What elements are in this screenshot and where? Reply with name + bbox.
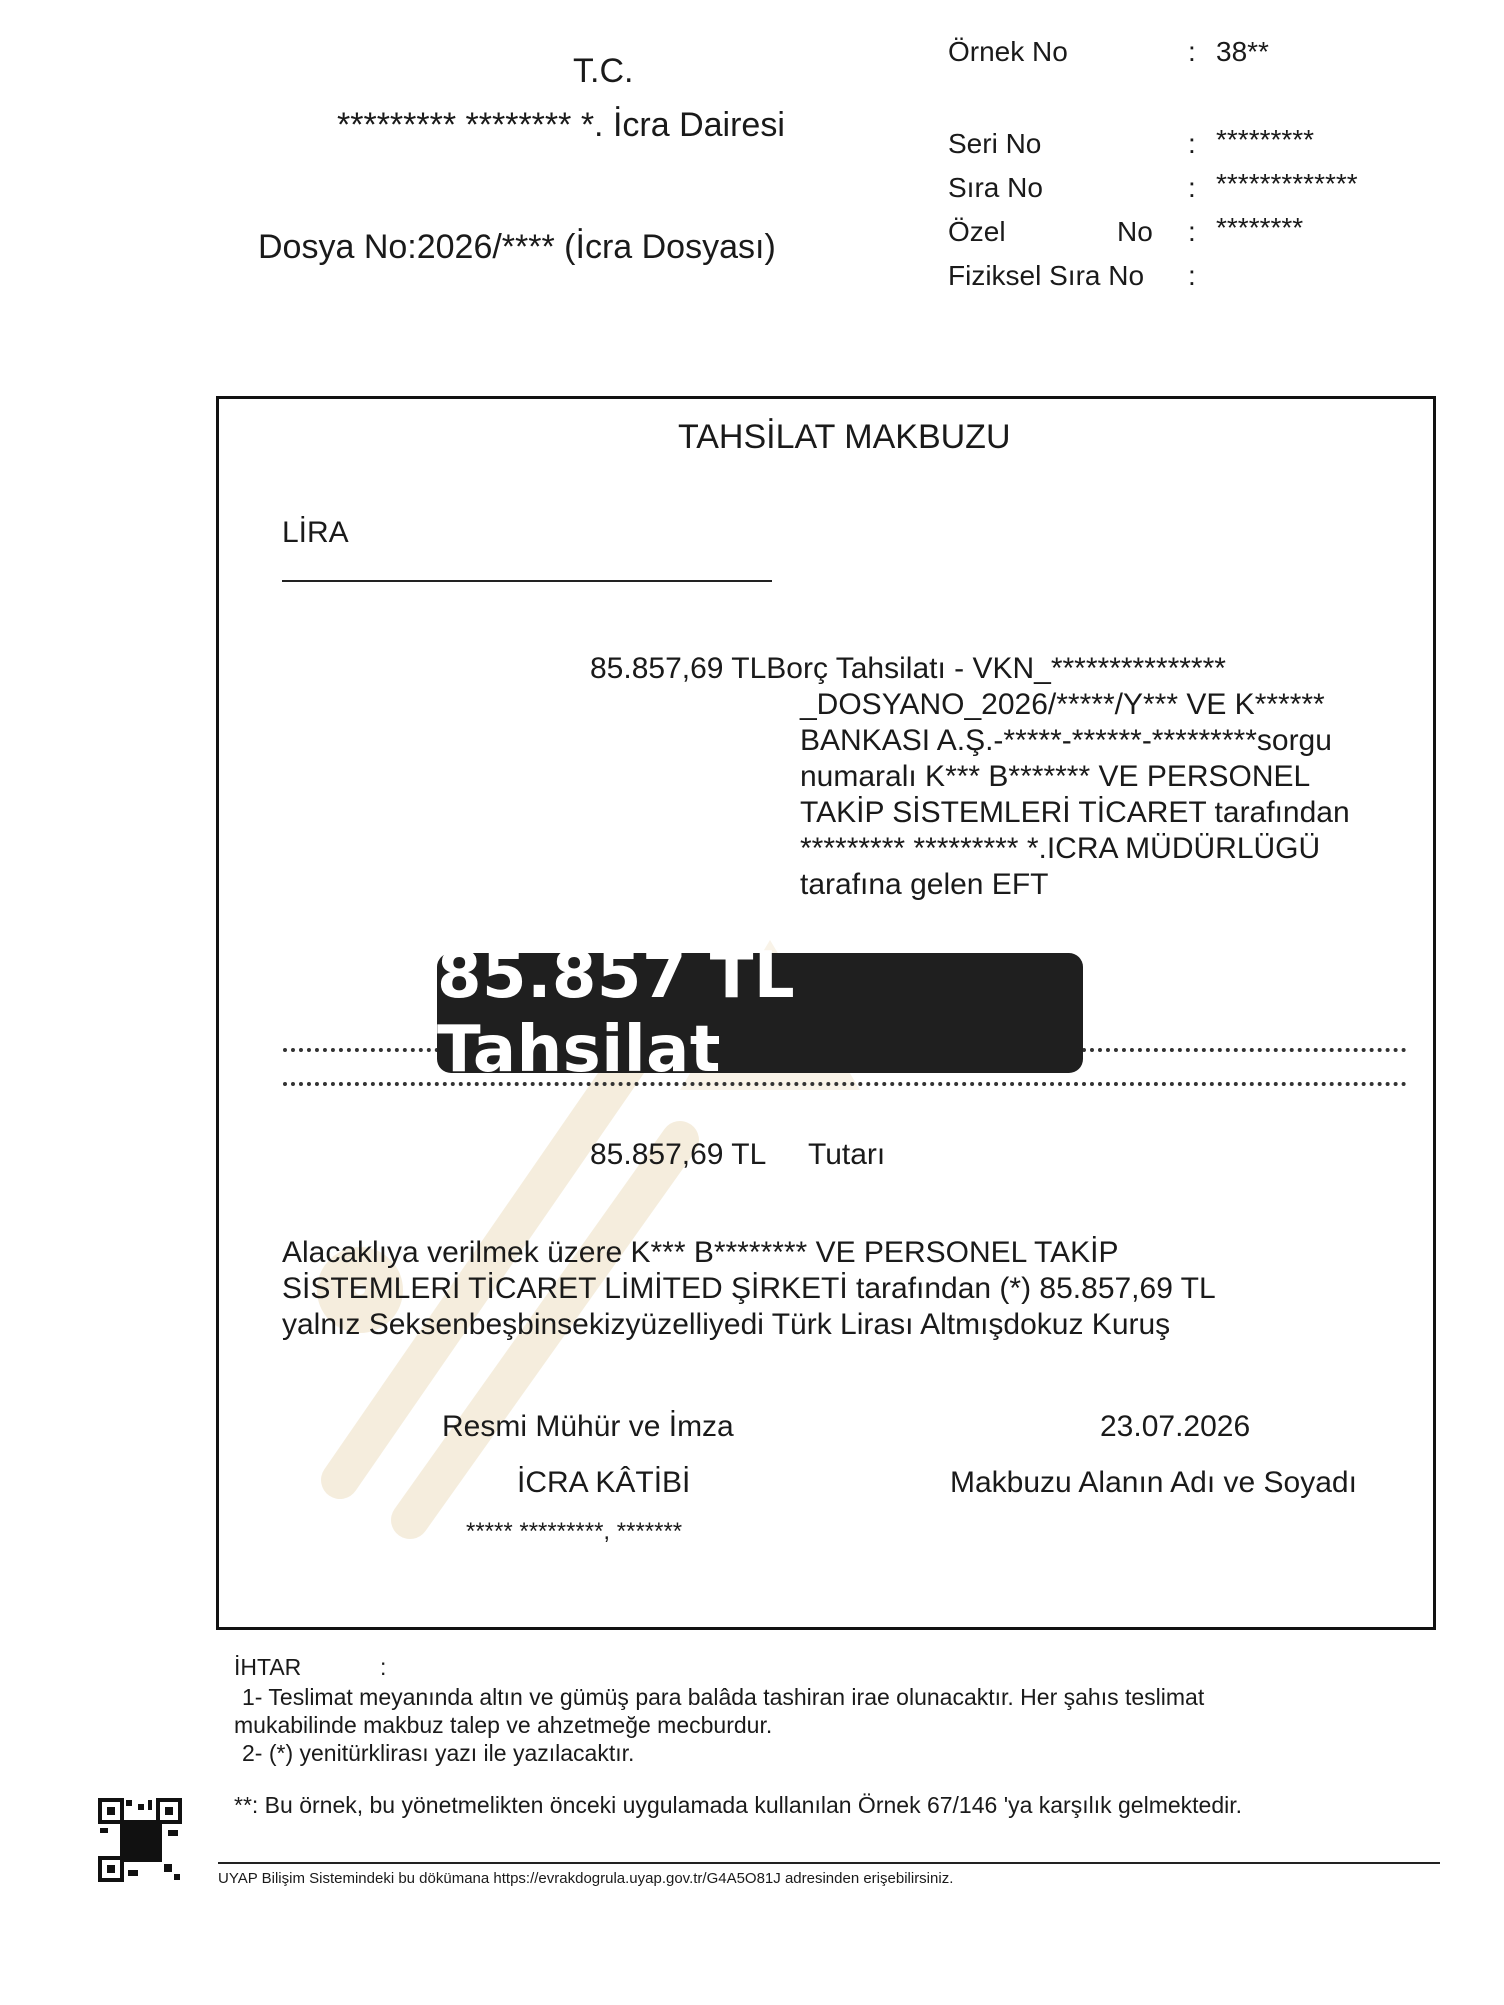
description-line: BANKASI A.Ş.-*****-******-*********sorgu xyxy=(800,724,1332,757)
amount-overlay-badge xyxy=(437,939,1083,1087)
ozel-colon: : xyxy=(1188,216,1196,247)
clerk-title: İCRA KÂTİBİ xyxy=(517,1466,691,1499)
paragraph-line: SİSTEMLERİ TİCARET LİMİTED ŞİRKETİ tarafından (*) 85.857,69 TL xyxy=(282,1272,1216,1305)
recipient-label: Makbuzu Alanın Adı ve Soyadı xyxy=(950,1466,1357,1499)
receipt-title: TAHSİLAT MAKBUZU xyxy=(678,418,1011,456)
ozel-value: ******** xyxy=(1216,212,1304,243)
seri-label: Seri No xyxy=(948,128,1042,159)
file-number: Dosya No:2026/**** (İcra Dosyası) xyxy=(258,228,776,266)
note-3: **: Bu örnek, bu yönetmelikten önceki uygulamada kullanılan Örnek 67/146 'ya karşılık gelmektedir. xyxy=(234,1792,1243,1818)
office-name: ********* ******** *. İcra Dairesi xyxy=(337,106,785,144)
seri-colon: : xyxy=(1188,128,1196,159)
tc-header: T.C. xyxy=(573,52,634,90)
note-1-line-1: 1- Teslimat meyanında altın ve gümüş para balâda tashiran irae olunacaktır. Her şahıs teslimat xyxy=(242,1684,1205,1710)
description-line: _DOSYANO_2026/*****/Y*** VE K****** xyxy=(800,688,1325,721)
ihtar-label: İHTAR xyxy=(234,1654,302,1680)
currency-underline xyxy=(282,580,772,582)
ornek-value: 38** xyxy=(1216,36,1269,67)
amount-label: Tutarı xyxy=(808,1138,886,1171)
qr-code-icon xyxy=(98,1798,182,1882)
seri-value: ********* xyxy=(1216,124,1315,155)
sira-colon: : xyxy=(1188,172,1196,203)
footer-rule xyxy=(218,1862,1440,1864)
receipt-date: 23.07.2026 xyxy=(1100,1410,1251,1443)
stamp-label: Resmi Mühür ve İmza xyxy=(442,1410,734,1443)
ihtar-colon: : xyxy=(380,1654,387,1680)
currency-label: LİRA xyxy=(282,516,349,549)
description-line: tarafına gelen EFT xyxy=(800,868,1049,901)
ornek-label: Örnek No xyxy=(948,36,1068,67)
ornek-colon: : xyxy=(1188,36,1196,67)
fiziksel-colon: : xyxy=(1188,260,1196,291)
fiziksel-label: Fiziksel Sıra No xyxy=(948,260,1145,291)
description-line: TAKİP SİSTEMLERİ TİCARET tarafından xyxy=(800,796,1350,829)
sira-value: ************* xyxy=(1216,168,1358,199)
paragraph-line: yalnız Seksenbeşbinsekizyüzelliyedi Türk Lirası Altmışdokuz Kuruş xyxy=(282,1308,1171,1341)
uyap-verification-text: UYAP Bilişim Sistemindeki bu dökümana https://evrakdogrula.uyap.gov.tr/G4A5O81J adresinden erişebilirsiniz. xyxy=(218,1870,954,1887)
description-first-line: 85.857,69 TLBorç Tahsilatı - VKN_*************** xyxy=(590,652,1226,685)
description-line: numaralı K*** B******* VE PERSONEL xyxy=(800,760,1311,793)
ozel-no-label: No xyxy=(1117,216,1153,247)
overlay-text: 85.857 TL Tahsilat xyxy=(437,939,796,1087)
sira-label: Sıra No xyxy=(948,172,1043,203)
note-2: 2- (*) yenitürklirası yazı ile yazılacaktır. xyxy=(242,1740,635,1766)
description-line: ********* ********* *.ICRA MÜDÜRLÜGÜ xyxy=(800,832,1321,865)
paragraph-line: Alacaklıya verilmek üzere K*** B******** VE PERSONEL TAKİP xyxy=(282,1236,1119,1269)
clerk-name: ***** *********, ******* xyxy=(466,1518,683,1545)
note-1-line-2: mukabilinde makbuz talep ve ahzetmeğe mecburdur. xyxy=(234,1712,773,1738)
ozel-label: Özel xyxy=(948,216,1006,247)
amount-value: 85.857,69 TL xyxy=(590,1138,767,1171)
